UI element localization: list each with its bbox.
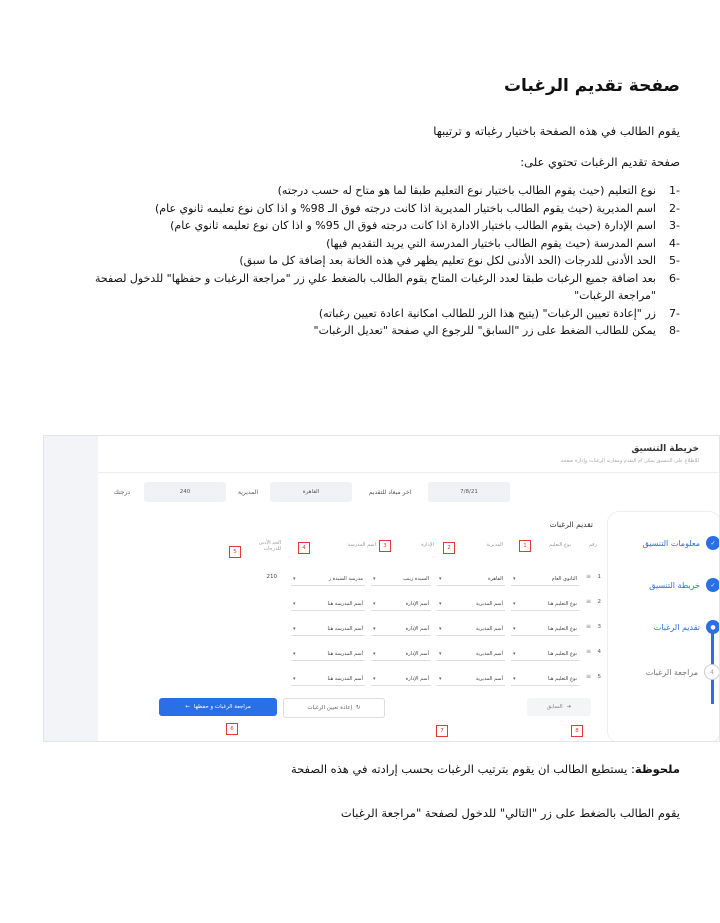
chevron-down-icon: ▾ (373, 575, 376, 582)
table-row: 1 ≡ الثانوي العام ▾ القاهرة ▾ السيدة زينب ▾ مدرسة السيدة ز ▾ 210 (171, 572, 601, 586)
chevron-down-icon: ▾ (439, 650, 442, 657)
marker-4: 4 (298, 542, 310, 554)
admin-select[interactable]: أسم الإدارة ▾ (371, 672, 431, 686)
dir-select[interactable]: القاهرة ▾ (437, 572, 505, 586)
drag-icon[interactable]: ≡ (585, 673, 591, 680)
screen-subtitle: للاطلاع على التنسيق يمكن ام التقدم ومقارنة الرغبات وإدارة صفحة (560, 458, 699, 464)
app-screenshot (43, 435, 720, 742)
col-num: رقم (588, 542, 597, 548)
chevron-down-icon: ▾ (439, 625, 442, 632)
list-item: -1 نوع التعليم (حيث يقوم الطالب باختيار نوع التعليم طبقا لما هو متاح له حسب درجته) (277, 184, 680, 197)
type-select[interactable]: الثانوي العام ▾ (511, 572, 579, 586)
type-select[interactable]: نوع التعليم هنا ▾ (511, 672, 579, 686)
step-review[interactable]: 4 مراجعة الرغبات (646, 664, 720, 680)
current-step-icon: ● (706, 620, 720, 634)
marker-2: 2 (443, 542, 455, 554)
note-text: ملحوظة: يستطيع الطالب ان يقوم بترتيب الرغبات بحسب إرادته في هذه الصفحة (290, 762, 680, 776)
save-review-button[interactable]: مراجعة الرغبات و حفظها ← (159, 698, 277, 716)
table-row: 2 ≡ نوع التعليم هنا ▾ أسم المديرية ▾ أسم الإدارة ▾ أسم المدرسة هنا ▾ (171, 597, 601, 611)
marker-1: 1 (519, 540, 531, 552)
chevron-down-icon: ▾ (513, 675, 516, 682)
admin-select[interactable]: أسم الإدارة ▾ (371, 597, 431, 611)
school-select[interactable]: أسم المدرسة هنا ▾ (291, 647, 365, 661)
school-select[interactable]: أسم المدرسة هنا ▾ (291, 672, 365, 686)
chevron-down-icon: ▾ (293, 675, 296, 682)
col-school: اسم المدرسة (347, 542, 376, 548)
chevron-down-icon: ▾ (293, 575, 296, 582)
prev-button[interactable]: ➜ السابق (527, 698, 591, 716)
table-row: 5 ≡ نوع التعليم هنا ▾ أسم المديرية ▾ أسم الإدارة ▾ أسم المدرسة هنا ▾ (171, 672, 601, 686)
school-select[interactable]: مدرسة السيدة ز ▾ (291, 572, 365, 586)
deadline-label: اخر ميعاد للتقديم (368, 488, 412, 496)
step-number-icon: 4 (704, 664, 720, 680)
col-min: الحد الأدنى للدرجات (258, 540, 281, 552)
list-item: -6 بعد اضافة جميع الرغبات طبقا لعدد الرغبات المتاح يقوم الطالب بالضغط علي زر "مراجعة الرغبات و حفظها" للدخول لصفحة "مراجعة الرغبات" (94, 271, 680, 302)
chevron-down-icon: ▾ (513, 600, 516, 607)
chevron-down-icon: ▾ (373, 675, 376, 682)
chevron-down-icon: ▾ (439, 600, 442, 607)
score-value: 240 (144, 482, 226, 502)
step-info[interactable]: ✓ معلومات التنسيق (643, 536, 720, 550)
chevron-down-icon: ▾ (439, 675, 442, 682)
list-item: -4 اسم المدرسة (حيث يقوم الطالب باختيار المدرسة التي يريد التقديم فيها) (326, 236, 680, 250)
drag-icon[interactable]: ≡ (585, 623, 591, 630)
list-item: -3 اسم الإدارة (حيث يقوم الطالب باختيار الادارة اذا كانت درجته فوق ال 95% و اذا كان نوع تعليمه ثانوي عام) (170, 219, 680, 232)
admin-select[interactable]: السيدة زينب ▾ (371, 572, 431, 586)
info-bar (108, 480, 713, 504)
marker-5: 5 (229, 546, 241, 558)
final-text: يقوم الطالب بالضغط على زر "التالي" للدخول لصفحة "مراجعة الرغبات (340, 806, 680, 820)
list-item: -7 زر "إعادة تعيين الرغبات" (يتيح هذا الزر للطالب امكانية اعادة تعيين رغباته) (318, 306, 680, 320)
chevron-down-icon: ▾ (439, 575, 442, 582)
admin-select[interactable]: أسم الإدارة ▾ (371, 622, 431, 636)
list-item: -2 اسم المديرية (حيث يقوم الطالب باختيار المديرية اذا كانت درجته فوق الـ 98% و اذا كان نوع تعليمه ثانوي عام) (154, 201, 680, 215)
chevron-down-icon: ▾ (513, 625, 516, 632)
score-label: درجتك (113, 488, 131, 496)
step-submit[interactable]: ● تقديم الرغبات (654, 620, 720, 634)
arrow-left-icon: ← (185, 704, 190, 710)
drag-icon[interactable]: ≡ (585, 648, 591, 655)
school-select[interactable]: أسم المدرسة هنا ▾ (291, 597, 365, 611)
reset-button[interactable]: ↻ إعادة تعيين الرغبات (283, 698, 385, 718)
col-dir: المديرية (486, 542, 503, 548)
col-type: نوع التعليم (549, 542, 571, 548)
min-value: 210 (266, 574, 277, 580)
marker-7: 7 (436, 725, 448, 737)
chevron-down-icon: ▾ (293, 625, 296, 632)
type-select[interactable]: نوع التعليم هنا ▾ (511, 622, 579, 636)
list-item: -5 الحد الأدنى للدرجات (الحد الأدنى لكل نوع تعليم يظهر في هذه الخانة بعد إضافة كل ما سبق) (239, 254, 680, 267)
screen-title: خريطة التنسيق (631, 444, 699, 454)
admin-select[interactable]: أسم الإدارة ▾ (371, 647, 431, 661)
marker-8: 8 (571, 725, 583, 737)
contains-text: صفحة تقديم الرغبات تحتوي على: (520, 155, 680, 169)
feature-list (60, 182, 680, 340)
marker-6: 6 (226, 723, 238, 735)
table-row: 4 ≡ نوع التعليم هنا ▾ أسم المديرية ▾ أسم الإدارة ▾ أسم المدرسة هنا ▾ (171, 647, 601, 661)
screenshot-card (98, 436, 720, 742)
page-title: صفحة تقديم الرغبات (503, 76, 680, 96)
type-select[interactable]: نوع التعليم هنا ▾ (511, 647, 579, 661)
directorate-label: المديرية (238, 488, 258, 496)
divider (98, 472, 720, 473)
dir-select[interactable]: أسم المديرية ▾ (437, 622, 505, 636)
marker-3: 3 (379, 540, 391, 552)
chevron-down-icon: ▾ (373, 625, 376, 632)
arrow-right-icon: ➜ (566, 704, 572, 710)
dir-select[interactable]: أسم المديرية ▾ (437, 597, 505, 611)
table-row: 3 ≡ نوع التعليم هنا ▾ أسم المديرية ▾ أسم الإدارة ▾ أسم المدرسة هنا ▾ (171, 622, 601, 636)
type-select[interactable]: نوع التعليم هنا ▾ (511, 597, 579, 611)
chevron-down-icon: ▾ (373, 600, 376, 607)
deadline-value: 7/8/21 (428, 482, 510, 502)
section-title: تقديم الرغبات (549, 520, 593, 529)
intro-text: يقوم الطالب في هذه الصفحة باختيار رغباته و ترتيبها (433, 124, 680, 138)
check-icon: ✓ (706, 578, 720, 592)
chevron-down-icon: ▾ (373, 650, 376, 657)
check-icon: ✓ (706, 536, 720, 550)
col-admin: الإدارة (421, 542, 434, 548)
refresh-icon: ↻ (356, 705, 361, 711)
chevron-down-icon: ▾ (293, 600, 296, 607)
chevron-down-icon: ▾ (293, 650, 296, 657)
drag-icon[interactable]: ≡ (585, 598, 591, 605)
school-select[interactable]: أسم المدرسة هنا ▾ (291, 622, 365, 636)
dir-select[interactable]: أسم المديرية ▾ (437, 672, 505, 686)
step-map[interactable]: ✓ خريطة التنسيق (649, 578, 720, 592)
list-item: -8 يمكن للطالب الضغط على زر "السابق" للرجوع الي صفحة "تعديل الرغبات" (313, 324, 680, 337)
chevron-down-icon: ▾ (513, 650, 516, 657)
drag-icon[interactable]: ≡ (585, 573, 591, 580)
chevron-down-icon: ▾ (513, 575, 516, 582)
dir-select[interactable]: أسم المديرية ▾ (437, 647, 505, 661)
directorate-value: القاهرة (270, 482, 352, 502)
stepper (607, 511, 720, 742)
